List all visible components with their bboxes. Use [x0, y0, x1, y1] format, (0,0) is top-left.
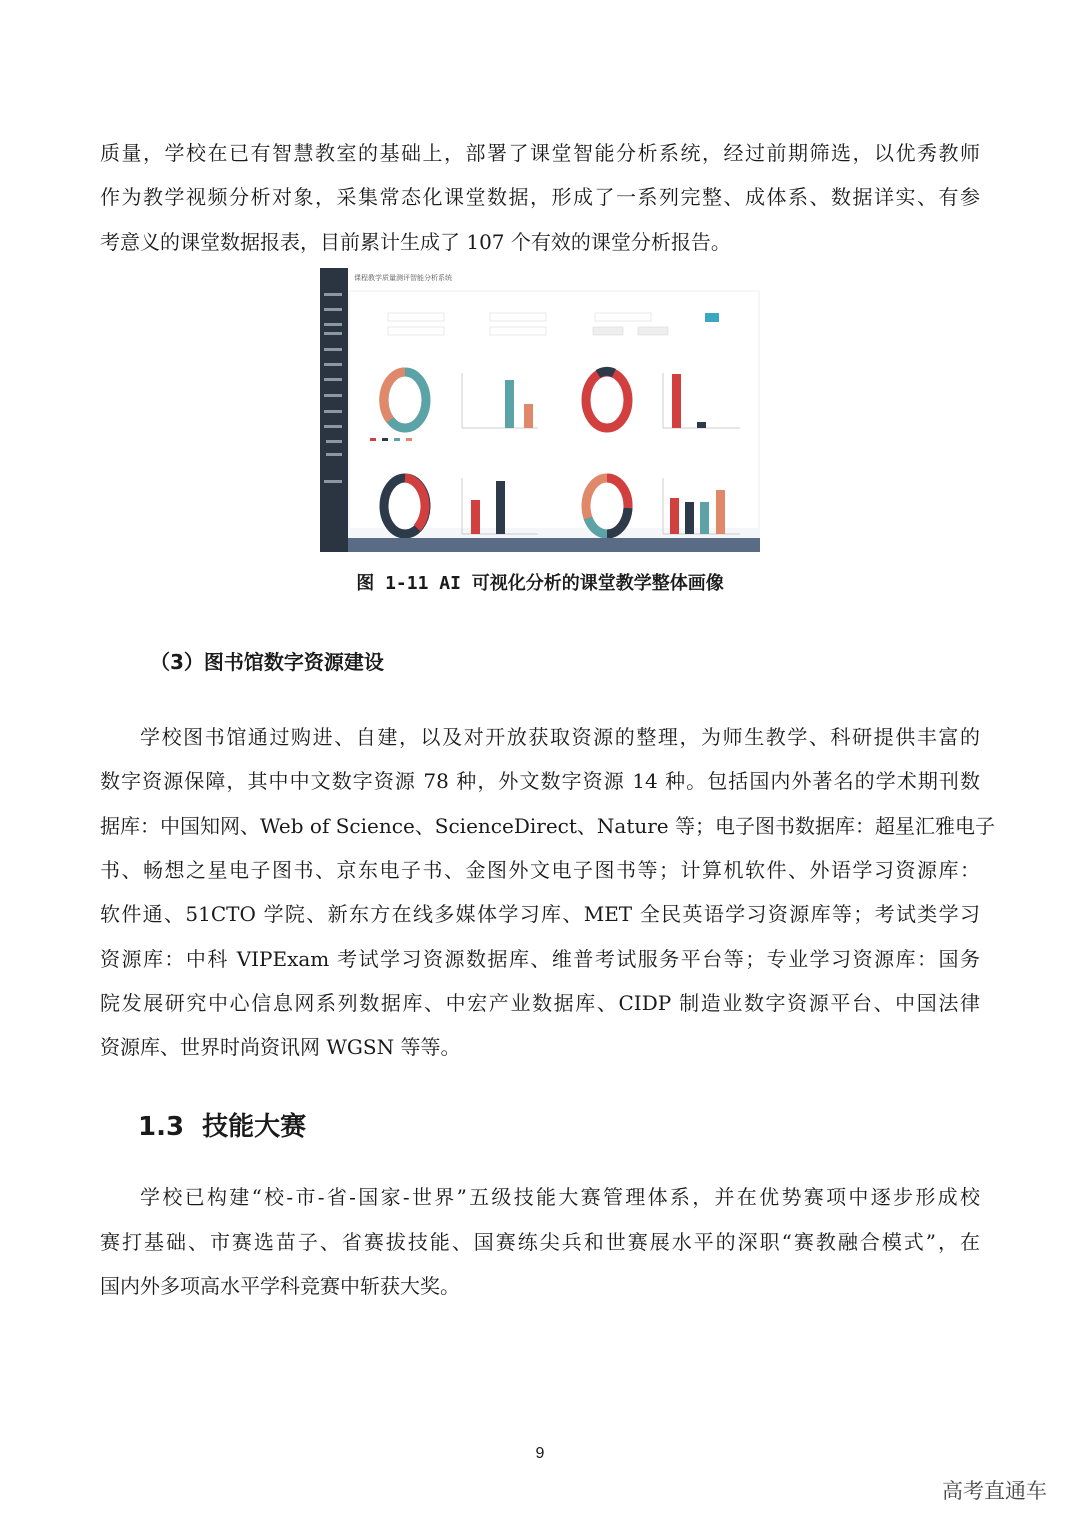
body-text-line: 考意义的课堂数据报表，目前累计生成了 107 个有效的课堂分析报告。 [100, 230, 731, 254]
body-text-line: 国内外多项高水平学科竞赛中斩获大奖。 [100, 1274, 460, 1298]
body-text-line: 学校已构建“校-市-省-国家-世界”五级技能大赛管理体系，并在优势赛项中逐步形成校 [140, 1185, 980, 1209]
body-text-line: 院发展研究中心信息网系列数据库、中宏产业数据库、CIDP 制造业数字资源平台、中国法律 [100, 991, 980, 1015]
section-heading: （3）图书馆数字资源建设 [150, 650, 384, 674]
figure-caption: 图 1-11 AI 可视化分析的课堂教学整体画像 [356, 573, 724, 594]
body-text-line: 数字资源保障，其中中文数字资源 78 种，外文数字资源 14 种。包括国内外著名的学术期刊数 [100, 769, 980, 793]
body-text-line: 作为教学视频分析对象，采集常态化课堂数据，形成了一系列完整、成体系、数据详实、有参 [100, 185, 980, 209]
page-number: 9 [535, 1445, 545, 1462]
body-text-line: 书、畅想之星电子图书、京东电子书、金图外文电子图书等；计算机软件、外语学习资源库： [100, 858, 980, 882]
query-button [705, 313, 719, 322]
body-text-line: 资源库、世界时尚资讯网 WGSN 等等。 [100, 1035, 461, 1059]
dashboard-screenshot-figure [320, 268, 760, 552]
app-title: 课程教学质量测评智能分析系统 [354, 274, 452, 282]
body-text-line: 据库：中国知网、Web of Science、ScienceDirect、Nature 等；电子图书数据库：超星汇雅电子 [100, 814, 995, 838]
body-text-line: 质量，学校在已有智慧教室的基础上，部署了课堂智能分析系统，经过前期筛选，以优秀教师 [100, 141, 980, 165]
body-text-line: 软件通、51CTO 学院、新东方在线多媒体学习库、MET 全民英语学习资源库等；考试类学习 [100, 902, 980, 926]
watermark: 高考直通车 [942, 1479, 1047, 1503]
body-text-line: 赛打基础、市赛选苗子、省赛拔技能、国赛练尖兵和世赛展水平的深职“赛教融合模式”，在 [100, 1230, 980, 1254]
body-text-line: 资源库：中科 VIPExam 考试学习资源数据库、维普考试服务平台等；专业学习资源库：国务 [100, 947, 980, 971]
section-heading: 1.3 技能大赛 [138, 1112, 307, 1142]
footer-bar [348, 538, 760, 552]
body-text-line: 学校图书馆通过购进、自建，以及对开放获取资源的整理，为师生教学、科研提供丰富的 [140, 725, 980, 749]
